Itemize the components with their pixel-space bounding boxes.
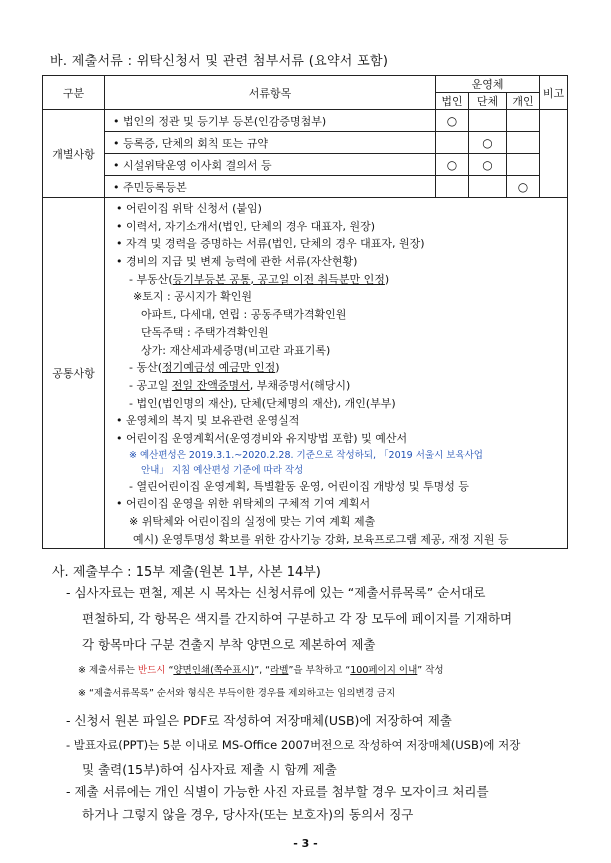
common-line: • 이력서, 자기소개서(법인, 단체의 경우 대표자, 원장) xyxy=(116,219,376,233)
documents-table xyxy=(42,75,568,549)
subsection-copies: 사. 제출부수 : 15부 제출(원본 1부, 사본 14부) xyxy=(52,565,321,580)
budget-note: ※ 예산편성은 2019.3.1.~2020.2.28. 기준으로 작성하되, 「2019 서울시 보육사업 xyxy=(129,449,483,461)
underlined-text: 라벨 xyxy=(270,665,289,676)
common-line: ※ 위탁체와 어린이집의 실정에 맞는 기여 계획 제출 xyxy=(129,515,376,528)
mark-group: ○ xyxy=(469,132,507,154)
mark-individual xyxy=(507,154,540,176)
common-line: • 운영체의 복지 및 보유관련 운영실적 xyxy=(116,414,300,428)
underlined-text: 양면인쇄(쪽수표시) xyxy=(173,665,255,676)
common-line: - 열린어린이집 운영계획, 특별활동 운영, 어린이집 개방성 및 투명성 등 xyxy=(129,479,469,493)
text-run: - 부동산( xyxy=(129,272,173,286)
common-line: 상가: 재산세과세증명(비고란 과표기록) xyxy=(141,343,331,357)
instruction-line: 하거나 그렇지 않을 경우, 당사자(또는 보호자)의 동의서 징구 xyxy=(82,807,414,822)
notice-line xyxy=(78,662,444,676)
mark-corp: ○ xyxy=(436,110,469,132)
instruction-line: - 발표자료(PPT)는 5분 이내로 MS-Office 2007버전으로 작성하여 저장매체(USB)에 저장 xyxy=(66,738,521,752)
mark-individual: ○ xyxy=(507,176,540,198)
mark-individual xyxy=(507,132,540,154)
mark-individual xyxy=(507,110,540,132)
instruction-line: 편철하되, 각 항목은 색지를 간지하여 구분하고 각 장 모두에 페이지를 기재하며 xyxy=(82,611,513,626)
instruction-line: 및 출력(15부)하여 심사자료 제출 시 함께 제출 xyxy=(82,762,337,777)
text-run: ※ 제출서류는 xyxy=(78,665,138,676)
category-individual: 개별사항 xyxy=(43,110,105,198)
text-run: - 동산( xyxy=(129,361,163,375)
header-corp: 법인 xyxy=(436,93,469,110)
text-run: ”, “ xyxy=(254,665,271,676)
text-run: , 부채증명서(해당시) xyxy=(249,378,351,392)
emphasis-text: 반드시 xyxy=(137,665,166,676)
mark-corp xyxy=(436,176,469,198)
header-operator: 운영체 xyxy=(436,76,540,93)
notice-line: ※ “제출서류목록” 순서와 형식은 부득이한 경우를 제외하고는 임의변경 금지 xyxy=(78,688,396,699)
doc-item: • 법인의 정관 및 등기부 등본(인감증명첨부) xyxy=(105,110,436,132)
page-number: - 3 - xyxy=(293,837,318,850)
text-run: “ xyxy=(165,665,174,676)
instruction-line: - 심사자료는 편철, 제본 시 목차는 신청서류에 있는 “제출서류목록” 순서대로 xyxy=(66,585,486,600)
note-cell xyxy=(540,110,568,198)
common-line xyxy=(111,377,567,395)
header-group: 단체 xyxy=(469,93,507,110)
doc-item: • 주민등록등본 xyxy=(105,176,436,198)
common-line: • 어린이집 운영을 위한 위탁체의 구체적 기여 계획서 xyxy=(116,497,371,511)
header-item: 서류항목 xyxy=(105,76,436,110)
common-line: ※토지 : 공시지가 확인원 xyxy=(133,290,253,304)
common-line: • 어린이집 위탁 신청서 (붙임) xyxy=(116,202,262,215)
text-run: ) xyxy=(384,272,390,286)
underlined-text: 100페이지 이내 xyxy=(350,665,418,676)
underlined-text: 전일 잔액증명서 xyxy=(171,378,250,392)
category-common: 공통사항 xyxy=(43,198,105,549)
instruction-line: - 제출 서류에는 개인 식별이 가능한 사진 자료를 첨부할 경우 모자이크 처리를 xyxy=(66,784,489,799)
mark-group xyxy=(469,176,507,198)
common-line: 예시) 운영투명성 확보를 위한 감사기능 강화, 보육프로그램 제공, 재정 지원 등 xyxy=(133,532,509,546)
doc-item: • 등록증, 단체의 회칙 또는 규약 xyxy=(105,132,436,154)
section-title: 바. 제출서류 : 위탁신청서 및 관련 첨부서류 (요약서 포함) xyxy=(50,54,389,69)
instruction-line: - 신청서 원본 파일은 PDF로 작성하여 저장매체(USB)에 저장하여 제출 xyxy=(66,713,452,728)
header-individual: 개인 xyxy=(507,93,540,110)
common-line: • 경비의 지급 및 변제 능력에 관한 서류(자산현황) xyxy=(116,255,358,269)
mark-group: ○ xyxy=(469,154,507,176)
budget-note: 안내」 지침 예산편성 기준에 따라 작성 xyxy=(141,464,304,476)
common-line: 아파트, 다세대, 연립 : 공동주택가격확인원 xyxy=(141,308,347,322)
header-note: 비고 xyxy=(540,76,568,110)
underlined-text: 정기예금성 예금만 인정 xyxy=(162,361,276,375)
common-line: - 법인(법인명의 재산), 단체(단체명의 재산), 개인(부부) xyxy=(129,396,396,410)
common-line xyxy=(111,271,567,289)
common-items xyxy=(105,198,568,549)
mark-corp: ○ xyxy=(436,154,469,176)
text-run: ”을 부착하고 “ xyxy=(288,665,351,676)
common-line xyxy=(111,359,567,377)
common-line: 단독주택 : 주택가격확인원 xyxy=(141,325,269,339)
common-line: • 자격 및 경력을 증명하는 서류(법인, 단체의 경우 대표자, 원장) xyxy=(116,237,425,251)
doc-item: • 시설위탁운영 이사회 결의서 등 xyxy=(105,154,436,176)
common-line: • 어린이집 운영계획서(운영경비와 유지방법 포함) 및 예산서 xyxy=(116,431,408,445)
mark-group xyxy=(469,110,507,132)
underlined-text: 등기부등본 공통, 공고일 이전 취득분만 인정 xyxy=(172,272,385,286)
mark-corp xyxy=(436,132,469,154)
text-run: - 공고일 xyxy=(129,378,172,392)
header-category: 구분 xyxy=(43,76,105,110)
instruction-line: 각 항목마다 구분 견출지 부착 양면으로 제본하여 제출 xyxy=(82,637,376,652)
text-run: ” 작성 xyxy=(417,665,444,676)
text-run: ) xyxy=(275,361,280,375)
